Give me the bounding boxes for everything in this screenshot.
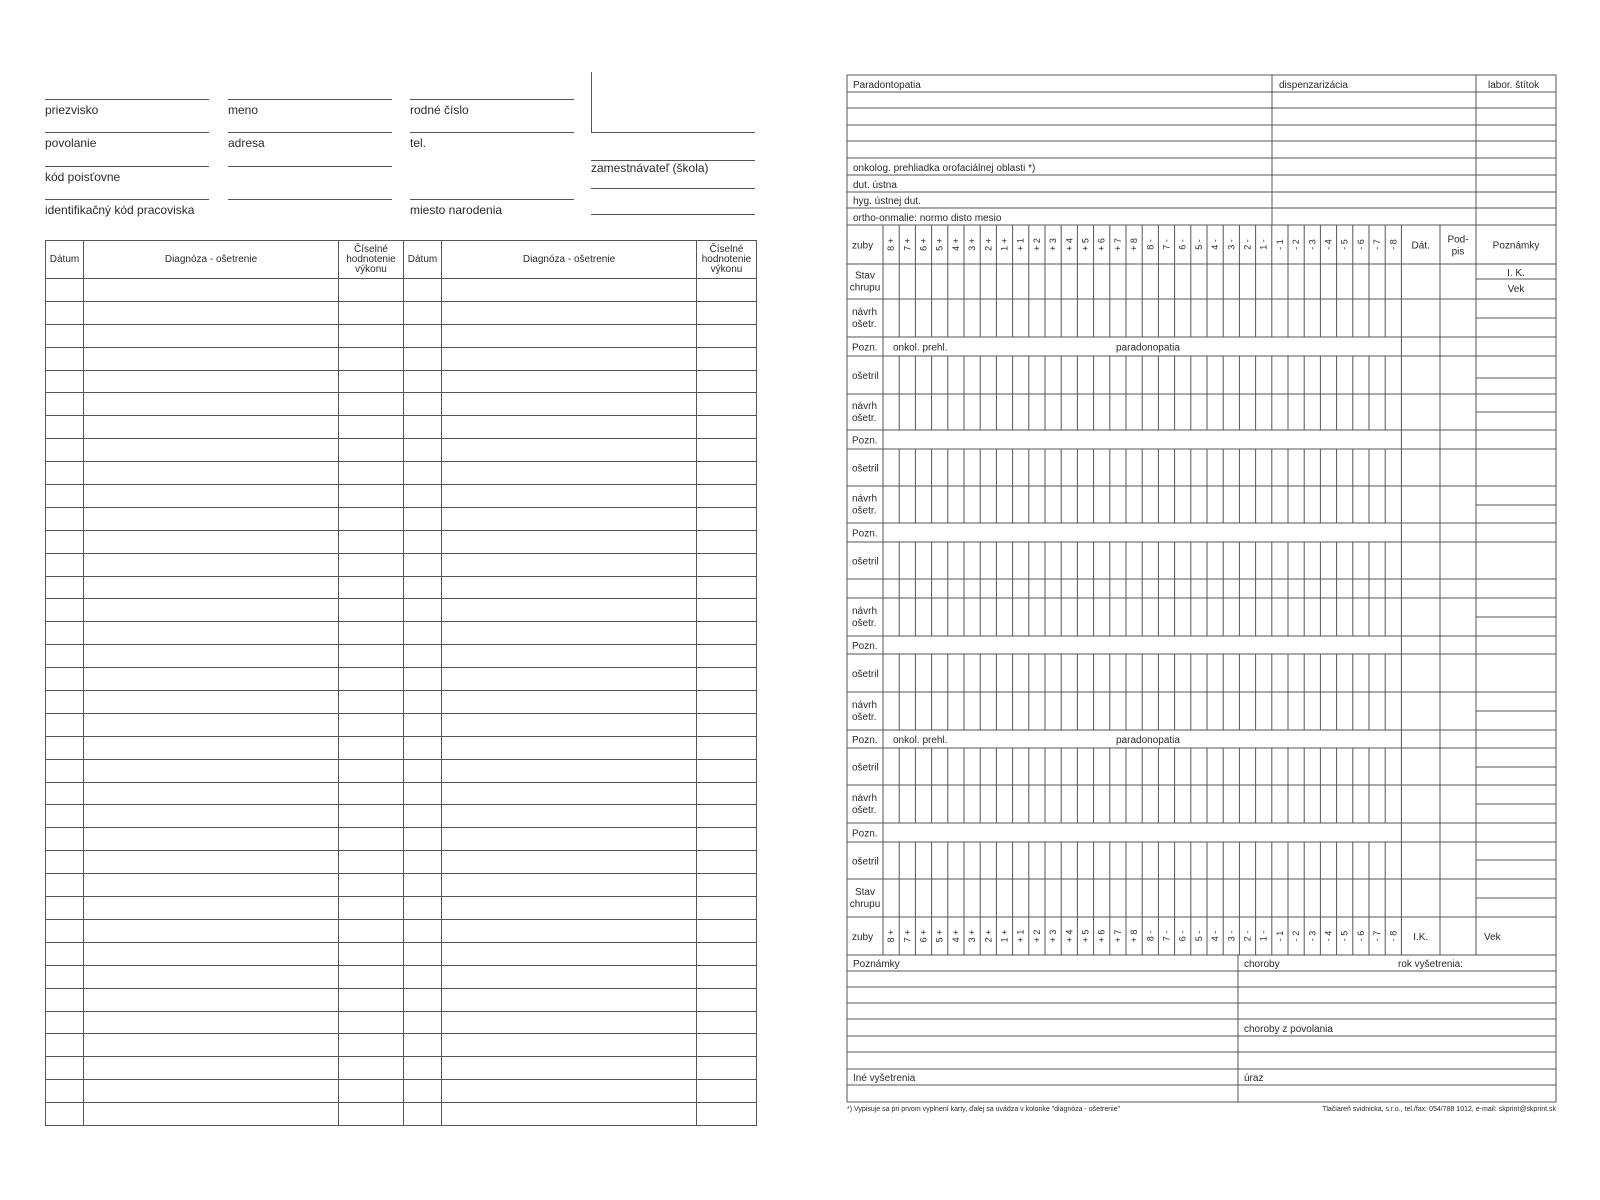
pozn-label: Pozn. xyxy=(852,735,878,746)
navrh-osetr-label: návrh xyxy=(852,793,878,804)
tooth-number: 6 - xyxy=(1177,239,1188,250)
field-rodne-cislo: rodné číslo xyxy=(410,103,469,117)
tooth-number: 4 - xyxy=(1210,930,1221,942)
tooth-number: + 5 xyxy=(1080,929,1091,943)
zuby-label: zuby xyxy=(852,240,874,252)
ortho-label: ortho-onmalie: normo disto mesio xyxy=(853,213,1002,224)
tooth-number: + 6 xyxy=(1096,238,1107,251)
tooth-number: 2 - xyxy=(1242,930,1253,942)
osetril-label: ošetril xyxy=(852,371,879,382)
tooth-number: + 3 xyxy=(1048,238,1059,251)
onkol-prehl-label: onkol. prehl. xyxy=(893,342,948,354)
tooth-number: - 6 xyxy=(1355,930,1366,942)
tooth-number: + 1 xyxy=(1015,238,1026,251)
navrh-osetr-label: ošetr. xyxy=(852,618,877,629)
navrh-osetr-label: ošetr. xyxy=(852,413,877,424)
tooth-number: - 8 xyxy=(1388,930,1399,942)
tooth-number: + 8 xyxy=(1129,238,1140,251)
vek-label: Vek xyxy=(1507,284,1525,295)
tooth-number: - 1 xyxy=(1274,239,1285,250)
field-priezvisko: priezvisko xyxy=(45,103,99,117)
tooth-number: - 4 xyxy=(1323,239,1334,250)
tooth-number: - 6 xyxy=(1355,239,1366,250)
tooth-number: 5 - xyxy=(1193,930,1204,942)
chart-frame xyxy=(847,225,1556,955)
poznamky-label: Poznámky xyxy=(1492,240,1540,252)
field-zamestnavatel: zamestnávateľ (škola) xyxy=(591,161,709,175)
tooth-number: 8 + xyxy=(886,929,897,943)
osetril-label: ošetril xyxy=(852,556,879,568)
tooth-number: 5 - xyxy=(1193,239,1204,250)
pozn-label: Pozn. xyxy=(852,435,878,447)
tooth-number: - 2 xyxy=(1291,930,1302,942)
tooth-number: 1 + xyxy=(999,929,1010,943)
tooth-number: 6 + xyxy=(918,238,929,251)
osetril-label: ošetril xyxy=(852,463,879,475)
tooth-number: 7 + xyxy=(902,238,913,251)
bottom-poznamky-label: Poznámky xyxy=(853,959,900,970)
tooth-number: 2 + xyxy=(983,929,994,943)
tooth-number: + 8 xyxy=(1129,929,1140,943)
field-meno: meno xyxy=(228,103,259,117)
field-povolanie: povolanie xyxy=(45,136,97,150)
tooth-number: 5 + xyxy=(934,238,945,251)
tooth-number: 7 - xyxy=(1161,930,1172,942)
tooth-number: - 5 xyxy=(1339,930,1350,942)
tooth-number: 8 - xyxy=(1145,930,1156,942)
col-datum: Dátum xyxy=(404,241,442,279)
tooth-number: + 2 xyxy=(1031,238,1042,251)
ik-label: I. K. xyxy=(1507,268,1525,279)
pozn-label: Pozn. xyxy=(852,641,878,652)
paradontopatia-label: Paradontopatia xyxy=(853,80,921,91)
tooth-number: 8 + xyxy=(886,238,897,251)
navrh-osetr-label: ošetr. xyxy=(852,319,877,330)
onkol-prehl-label: onkol. prehl. xyxy=(893,735,948,746)
tooth-number: - 1 xyxy=(1274,930,1285,942)
field-kod-poistovne: kód poisťovne xyxy=(45,170,121,184)
tooth-number: 2 - xyxy=(1242,239,1253,250)
tooth-number: + 5 xyxy=(1080,238,1091,251)
ik-label: I.K. xyxy=(1413,932,1429,943)
col-ciselne-hodnotenie: Číselné hodnotenie výkonu xyxy=(697,241,757,279)
col-ciselne-hodnotenie: Číselné hodnotenie výkonu xyxy=(339,241,404,279)
tooth-number: + 6 xyxy=(1096,929,1107,943)
tooth-number: 2 + xyxy=(983,238,994,251)
navrh-osetr-label: ošetr. xyxy=(852,805,877,816)
vek-label: Vek xyxy=(1484,932,1501,943)
tooth-number: - 8 xyxy=(1388,239,1399,250)
stav-chrupu-label: chrupu xyxy=(849,899,881,910)
col-diagnoza: Diagnóza - ošetrenie xyxy=(442,241,697,279)
choroby-label: choroby xyxy=(1244,959,1280,970)
podpis-label: Pod- xyxy=(1447,234,1469,246)
osetril-label: ošetril xyxy=(852,856,879,868)
col-datum: Dátum xyxy=(46,241,84,279)
printer-credit: Tlačiareň svidnicka, s.r.o., tel./fax: 054/788 1012, e-mail: skprint@skprint.sk xyxy=(1322,1106,1556,1113)
tooth-number: - 7 xyxy=(1372,930,1383,942)
pozn-label: Pozn. xyxy=(852,342,878,354)
dispenzarizacia-label: dispenzarizácia xyxy=(1279,80,1348,91)
tooth-number: 5 + xyxy=(934,929,945,943)
tooth-number: 1 - xyxy=(1258,930,1269,942)
field-identifikacny-kod: identifikačný kód pracoviska xyxy=(45,203,195,217)
stav-chrupu-label: chrupu xyxy=(849,282,881,294)
dat-label: Dát. xyxy=(1411,240,1430,252)
tooth-number: - 5 xyxy=(1339,239,1350,250)
tooth-number: + 3 xyxy=(1048,929,1059,943)
osetril-label: ošetril xyxy=(852,669,879,680)
navrh-osetr-label: návrh xyxy=(852,307,878,318)
tooth-number: - 4 xyxy=(1323,930,1334,942)
bottom-frame xyxy=(847,955,1556,1102)
stav-chrupu-label: Stav xyxy=(854,270,876,282)
uraz-label: úraz xyxy=(1244,1073,1264,1084)
navrh-osetr-label: návrh xyxy=(852,401,878,412)
zuby-label: zuby xyxy=(852,932,874,943)
tooth-number: 3 + xyxy=(967,238,978,251)
tooth-number: - 2 xyxy=(1291,239,1302,250)
podpis-label: pis xyxy=(1451,246,1465,258)
field-tel: tel. xyxy=(410,136,427,150)
tooth-number: 4 + xyxy=(950,238,961,251)
choroby-z-povolania-label: choroby z povolania xyxy=(1244,1024,1333,1035)
labor-stitok-label: labor. štítok xyxy=(1488,80,1540,91)
tooth-number: + 2 xyxy=(1031,929,1042,943)
tooth-number: 6 + xyxy=(918,929,929,943)
navrh-osetr-label: ošetr. xyxy=(852,505,877,517)
tooth-number: 1 - xyxy=(1258,239,1269,250)
pozn-label: Pozn. xyxy=(852,828,878,840)
top-frame xyxy=(847,75,1556,225)
dut-ustna-label: dut. ústna xyxy=(853,180,897,191)
tooth-number: - 7 xyxy=(1372,239,1383,250)
tooth-number: 7 + xyxy=(902,929,913,943)
tooth-number: 6 - xyxy=(1177,930,1188,942)
tooth-number: + 4 xyxy=(1064,238,1075,251)
tooth-number: - 3 xyxy=(1307,239,1318,250)
tooth-number: 3 - xyxy=(1226,239,1237,250)
navrh-osetr-label: ošetr. xyxy=(852,712,877,723)
field-miesto-narodenia: miesto narodenia xyxy=(410,203,503,217)
osetril-label: ošetril xyxy=(852,762,879,774)
tooth-number: 3 - xyxy=(1226,930,1237,942)
onkolog-label: onkolog. prehliadka orofaciálnej oblasti *) xyxy=(853,163,1036,174)
paradonopatia-label: paradonopatia xyxy=(1116,342,1180,354)
navrh-osetr-label: návrh xyxy=(852,493,878,505)
navrh-osetr-label: návrh xyxy=(852,606,878,617)
tooth-number: 7 - xyxy=(1161,239,1172,250)
tooth-number: + 1 xyxy=(1015,929,1026,943)
hyg-label: hyg. ústnej dut. xyxy=(853,196,921,207)
rok-vysetrenia-label: rok vyšetrenia: xyxy=(1398,959,1464,970)
footnote: *) Vypisuje sa pri prvom vyplnení karty, ďalej sa uvádza v kolonke "diagnóza - ošetrenie" xyxy=(847,1106,1121,1113)
tooth-number: + 4 xyxy=(1064,929,1075,943)
ine-vysetrenia-label: Iné vyšetrenia xyxy=(853,1073,916,1084)
field-adresa: adresa xyxy=(228,136,265,150)
tooth-number: + 7 xyxy=(1112,929,1123,943)
col-diagnoza: Diagnóza - ošetrenie xyxy=(84,241,339,279)
tooth-number: 4 - xyxy=(1210,239,1221,250)
stav-chrupu-label: Stav xyxy=(854,887,876,898)
tooth-number: 4 + xyxy=(950,929,961,943)
tooth-number: + 7 xyxy=(1112,238,1123,251)
paradonopatia-label: paradonopatia xyxy=(1116,735,1180,746)
pozn-label: Pozn. xyxy=(852,528,878,540)
tooth-number: 3 + xyxy=(967,929,978,943)
tooth-number: 1 + xyxy=(999,238,1010,251)
navrh-osetr-label: návrh xyxy=(852,700,878,711)
tooth-number: 8 - xyxy=(1145,239,1156,250)
tooth-number: - 3 xyxy=(1307,930,1318,942)
